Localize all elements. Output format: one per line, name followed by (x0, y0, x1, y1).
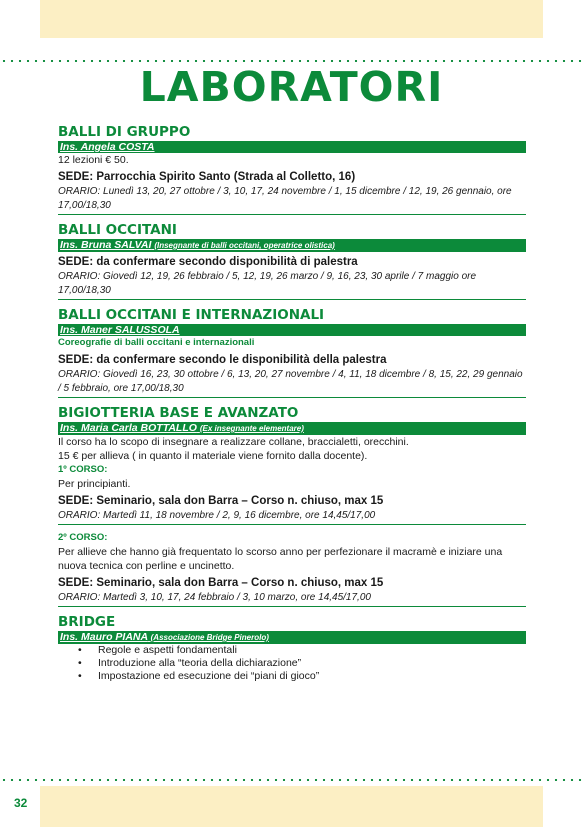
teacher-note: (Associazione Bridge Pinerolo) (150, 633, 269, 642)
section-balli-di-gruppo (58, 124, 526, 215)
section-title: BIGIOTTERIA BASE E AVANZATO (58, 405, 299, 421)
content-area (58, 124, 526, 690)
teacher-note: (Insegnante di balli occitani, operatrice olistica) (154, 241, 335, 250)
course-1-orario: ORARIO: Martedì 11, 18 novembre / 2, 9, 16 dicembre, ore 14,45/17,00 (58, 509, 526, 525)
teacher-bar (58, 141, 526, 153)
section-balli-occitani-internazionali (58, 307, 526, 398)
section-balli-occitani (58, 222, 526, 300)
list-item: • Impostazione ed esecuzione dei “piani di gioco” (78, 670, 526, 683)
course-info: 12 lezioni € 50. (58, 154, 129, 166)
section-title: BALLI OCCITANI E INTERNAZIONALI (58, 307, 325, 323)
course-price: 15 € per allieva ( in quanto il materiale viene fornito dalla docente). (58, 450, 368, 462)
teacher-name: Ins. Angela COSTA (60, 141, 155, 153)
section-subtitle: Coreografie di balli occitani e internazionali (58, 337, 255, 348)
bottom-decorative-band (40, 786, 543, 827)
section-bridge (58, 614, 526, 683)
course-2-orario: ORARIO: Martedì 3, 10, 17, 24 febbraio / 3, 10 marzo, ore 14,45/17,00 (58, 591, 526, 607)
section-bigiotteria (58, 405, 526, 607)
section-title: BALLI DI GRUPPO (58, 124, 191, 140)
course-1-label: 1º CORSO: (58, 464, 108, 475)
course-2-description: Per allieve che hanno già frequentato lo scorso anno per perfezionare il macramè e iniziare una nuova tecnica con perline e uncinetto. (58, 546, 503, 572)
sede: SEDE: Parrocchia Spirito Santo (Strada al Colletto, 16) (58, 171, 356, 183)
teacher-note: (Ex insegnante elementare) (199, 424, 304, 433)
teacher-bar (58, 631, 526, 644)
teacher-bar (58, 239, 526, 252)
section-title: BALLI OCCITANI (58, 222, 177, 238)
list-item: • Regole e aspetti fondamentali (78, 644, 526, 657)
bottom-dotted-divider (0, 779, 583, 781)
top-decorative-band (40, 0, 543, 38)
course-2-sede: SEDE: Seminario, sala don Barra – Corso n. chiuso, max 15 (58, 577, 384, 589)
sede: SEDE: da confermare secondo le disponibilità della palestra (58, 354, 387, 366)
teacher-bar (58, 324, 526, 336)
section-title: BRIDGE (58, 614, 116, 630)
teacher-name: Ins. Maria Carla BOTTALLO (60, 422, 197, 434)
course-description: Il corso ha lo scopo di insegnare a realizzare collane, braccialetti, orecchini. (58, 436, 409, 448)
orario: ORARIO: Giovedì 16, 23, 30 ottobre / 6, 13, 20, 27 novembre / 4, 11, 18 dicembre / 8, 15, 22, 29 gennaio / 5 febbraio, ore 17,00/18,30 (58, 368, 526, 398)
course-1-description: Per principianti. (58, 478, 131, 490)
orario: ORARIO: Lunedì 13, 20, 27 ottobre / 3, 10, 17, 24 novembre / 1, 15 dicembre / 12, 19, 26 gennaio, ore 17,00/18,30 (58, 185, 526, 215)
teacher-name: Ins. Bruna SALVAI (60, 239, 152, 251)
page-title: LABORATORI (139, 63, 444, 111)
sede: SEDE: da confermare secondo disponibilità di palestra (58, 256, 358, 268)
teacher-name: Ins. Maner SALUSSOLA (60, 324, 180, 336)
top-dotted-divider (0, 60, 583, 62)
orario: ORARIO: Giovedì 12, 19, 26 febbraio / 5, 12, 19, 26 marzo / 9, 16, 23, 30 aprile / 7 maggio ore 17,00/18,30 (58, 270, 526, 300)
course-1-sede: SEDE: Seminario, sala don Barra – Corso n. chiuso, max 15 (58, 495, 384, 507)
bullet-list (78, 644, 526, 683)
course-2-label: 2º CORSO: (58, 532, 108, 543)
teacher-name: Ins. Mauro PIANA (60, 631, 148, 643)
list-item: • Introduzione alla “teoria della dichiarazione” (78, 657, 526, 670)
teacher-bar (58, 422, 526, 435)
page-number: 32 (14, 796, 28, 810)
